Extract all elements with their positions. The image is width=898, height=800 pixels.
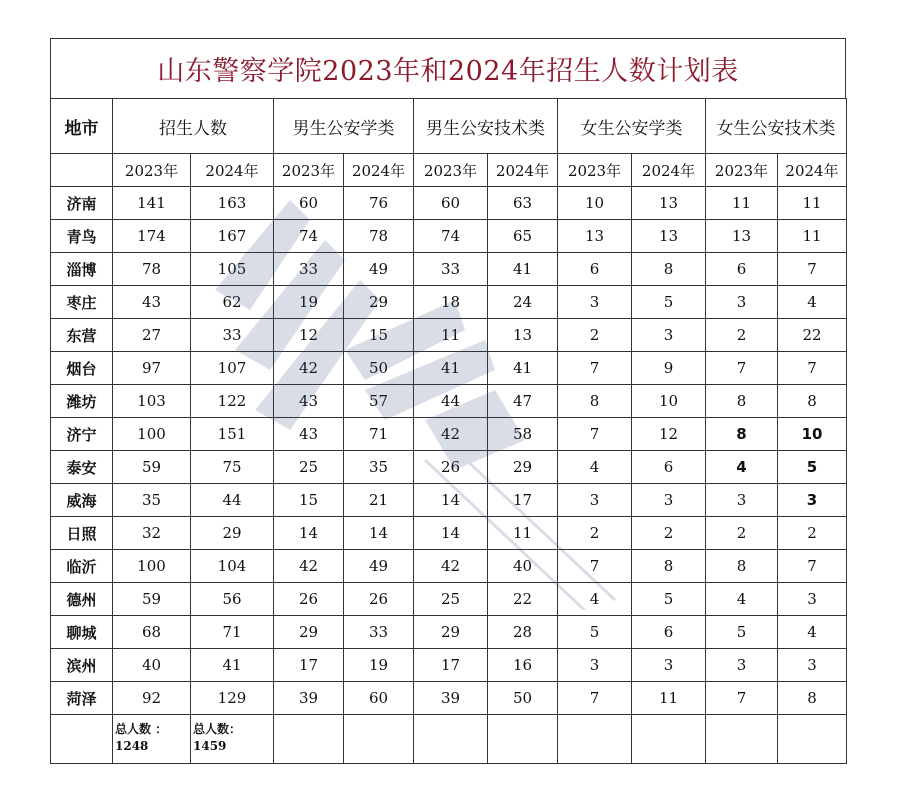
cell-male-tech-2024: 65 — [488, 220, 558, 253]
table-row — [51, 385, 847, 418]
cell-female-tech-2024: 3 — [778, 649, 847, 682]
cell-male-tech-2024: 24 — [488, 286, 558, 319]
city-cell: 泰安 — [51, 451, 113, 484]
group-header-female-police-tech: 女生公安技术类 — [706, 99, 847, 154]
total-2023-cell — [113, 715, 191, 764]
cell-male-tech-2024: 28 — [488, 616, 558, 649]
cell-total-2024: 33 — [191, 319, 274, 352]
cell-total-2023: 78 — [113, 253, 191, 286]
table-row — [51, 286, 847, 319]
city-cell: 淄博 — [51, 253, 113, 286]
cell-female-science-2024: 13 — [632, 187, 706, 220]
city-cell: 济南 — [51, 187, 113, 220]
cell-female-science-2023: 10 — [558, 187, 632, 220]
total-2024-label: 总人数： — [193, 722, 242, 736]
cell-female-tech-2023: 6 — [706, 253, 778, 286]
cell-total-2023: 27 — [113, 319, 191, 352]
city-cell: 临沂 — [51, 550, 113, 583]
year-header: 2023年 — [113, 154, 191, 187]
cell-male-science-2023: 74 — [274, 220, 344, 253]
cell-male-tech-2024: 41 — [488, 253, 558, 286]
year-header: 2024年 — [778, 154, 847, 187]
year-header: 2023年 — [558, 154, 632, 187]
table-row — [51, 616, 847, 649]
cell-total-2023: 100 — [113, 550, 191, 583]
cell-total-2024: 163 — [191, 187, 274, 220]
cell-male-science-2023: 14 — [274, 517, 344, 550]
cell-female-science-2024: 3 — [632, 484, 706, 517]
cell-female-tech-2024: 8 — [778, 682, 847, 715]
cell-total-2023: 97 — [113, 352, 191, 385]
enrollment-sheet — [50, 38, 846, 764]
totals-city-blank — [51, 715, 113, 764]
city-cell: 东营 — [51, 319, 113, 352]
totals-row — [51, 715, 847, 764]
cell-female-science-2024: 9 — [632, 352, 706, 385]
cell-female-tech-2024: 8 — [778, 385, 847, 418]
cell-male-tech-2024: 41 — [488, 352, 558, 385]
cell-female-tech-2023: 8 — [706, 385, 778, 418]
cell-male-tech-2023: 29 — [414, 616, 488, 649]
enrollment-table — [50, 98, 847, 764]
cell-male-science-2024: 15 — [344, 319, 414, 352]
cell-female-tech-2024: 11 — [778, 220, 847, 253]
cell-male-science-2024: 14 — [344, 517, 414, 550]
group-header-female-police-science: 女生公安学类 — [558, 99, 706, 154]
table-body — [51, 187, 847, 715]
cell-male-tech-2023: 26 — [414, 451, 488, 484]
cell-total-2024: 71 — [191, 616, 274, 649]
city-cell: 济宁 — [51, 418, 113, 451]
cell-female-tech-2023: 4 — [706, 583, 778, 616]
total-2023-label: 总人数 ： — [115, 722, 168, 736]
table-row — [51, 319, 847, 352]
cell-male-tech-2023: 14 — [414, 484, 488, 517]
cell-male-tech-2024: 47 — [488, 385, 558, 418]
cell-male-science-2024: 49 — [344, 253, 414, 286]
cell-total-2024: 44 — [191, 484, 274, 517]
cell-total-2023: 40 — [113, 649, 191, 682]
cell-total-2023: 141 — [113, 187, 191, 220]
cell-male-tech-2023: 11 — [414, 319, 488, 352]
city-header-blank — [51, 154, 113, 187]
table-row — [51, 649, 847, 682]
cell-male-tech-2024: 13 — [488, 319, 558, 352]
cell-female-science-2023: 7 — [558, 550, 632, 583]
cell-total-2023: 43 — [113, 286, 191, 319]
total-2023-value: 1248 — [115, 739, 149, 753]
cell-female-science-2023: 7 — [558, 418, 632, 451]
city-cell: 青鸟 — [51, 220, 113, 253]
cell-total-2024: 151 — [191, 418, 274, 451]
cell-female-tech-2024: 10 — [778, 418, 847, 451]
cell-total-2023: 32 — [113, 517, 191, 550]
cell-female-science-2024: 2 — [632, 517, 706, 550]
city-cell: 枣庄 — [51, 286, 113, 319]
cell-male-tech-2024: 50 — [488, 682, 558, 715]
cell-female-science-2023: 3 — [558, 649, 632, 682]
cell-female-tech-2023: 3 — [706, 484, 778, 517]
cell-female-science-2024: 8 — [632, 550, 706, 583]
cell-male-science-2024: 26 — [344, 583, 414, 616]
cell-male-science-2024: 60 — [344, 682, 414, 715]
cell-male-science-2023: 43 — [274, 418, 344, 451]
cell-female-science-2024: 8 — [632, 253, 706, 286]
cell-female-science-2024: 3 — [632, 319, 706, 352]
table-row — [51, 220, 847, 253]
table-row — [51, 517, 847, 550]
cell-male-science-2023: 33 — [274, 253, 344, 286]
city-cell: 日照 — [51, 517, 113, 550]
cell-female-science-2023: 6 — [558, 253, 632, 286]
cell-female-science-2023: 2 — [558, 319, 632, 352]
cell-male-tech-2023: 74 — [414, 220, 488, 253]
cell-male-science-2023: 12 — [274, 319, 344, 352]
cell-total-2023: 92 — [113, 682, 191, 715]
cell-male-science-2024: 33 — [344, 616, 414, 649]
cell-total-2023: 59 — [113, 451, 191, 484]
cell-total-2023: 174 — [113, 220, 191, 253]
cell-male-science-2024: 71 — [344, 418, 414, 451]
cell-female-science-2023: 8 — [558, 385, 632, 418]
city-cell: 德州 — [51, 583, 113, 616]
cell-male-science-2024: 19 — [344, 649, 414, 682]
cell-total-2024: 167 — [191, 220, 274, 253]
cell-female-tech-2023: 3 — [706, 649, 778, 682]
cell-male-science-2023: 25 — [274, 451, 344, 484]
cell-total-2023: 68 — [113, 616, 191, 649]
cell-female-tech-2024: 2 — [778, 517, 847, 550]
header-row-years — [51, 154, 847, 187]
cell-female-science-2023: 5 — [558, 616, 632, 649]
totals-blank-cell — [414, 715, 488, 764]
group-header-total: 招生人数 — [113, 99, 274, 154]
totals-blank-cell — [778, 715, 847, 764]
cell-male-science-2024: 21 — [344, 484, 414, 517]
cell-male-tech-2023: 60 — [414, 187, 488, 220]
group-header-male-police-tech: 男生公安技术类 — [414, 99, 558, 154]
cell-female-tech-2023: 8 — [706, 418, 778, 451]
cell-male-tech-2024: 29 — [488, 451, 558, 484]
cell-female-tech-2024: 11 — [778, 187, 847, 220]
totals-blank-cell — [488, 715, 558, 764]
cell-female-tech-2023: 3 — [706, 286, 778, 319]
cell-female-tech-2024: 5 — [778, 451, 847, 484]
cell-male-tech-2023: 17 — [414, 649, 488, 682]
city-cell: 潍坊 — [51, 385, 113, 418]
cell-female-science-2024: 6 — [632, 616, 706, 649]
total-2024-cell — [191, 715, 274, 764]
cell-total-2024: 107 — [191, 352, 274, 385]
cell-male-tech-2023: 33 — [414, 253, 488, 286]
cell-male-tech-2023: 41 — [414, 352, 488, 385]
cell-male-tech-2024: 63 — [488, 187, 558, 220]
cell-female-tech-2023: 4 — [706, 451, 778, 484]
cell-male-science-2024: 50 — [344, 352, 414, 385]
cell-female-tech-2024: 4 — [778, 616, 847, 649]
cell-total-2024: 56 — [191, 583, 274, 616]
cell-male-science-2024: 35 — [344, 451, 414, 484]
year-header: 2023年 — [274, 154, 344, 187]
cell-female-science-2023: 2 — [558, 517, 632, 550]
cell-male-science-2023: 43 — [274, 385, 344, 418]
cell-female-tech-2023: 2 — [706, 517, 778, 550]
cell-female-tech-2023: 13 — [706, 220, 778, 253]
city-cell: 菏泽 — [51, 682, 113, 715]
cell-male-tech-2023: 42 — [414, 550, 488, 583]
cell-total-2023: 35 — [113, 484, 191, 517]
cell-female-tech-2024: 22 — [778, 319, 847, 352]
cell-female-tech-2024: 3 — [778, 583, 847, 616]
cell-female-tech-2023: 2 — [706, 319, 778, 352]
cell-total-2024: 29 — [191, 517, 274, 550]
cell-female-tech-2023: 7 — [706, 682, 778, 715]
table-row — [51, 550, 847, 583]
cell-male-tech-2024: 22 — [488, 583, 558, 616]
cell-male-science-2024: 57 — [344, 385, 414, 418]
table-row — [51, 352, 847, 385]
cell-female-science-2024: 5 — [632, 286, 706, 319]
cell-female-tech-2024: 4 — [778, 286, 847, 319]
cell-female-science-2024: 6 — [632, 451, 706, 484]
cell-female-tech-2024: 7 — [778, 550, 847, 583]
table-row — [51, 451, 847, 484]
table-row — [51, 253, 847, 286]
cell-male-science-2023: 60 — [274, 187, 344, 220]
cell-female-science-2024: 11 — [632, 682, 706, 715]
cell-female-tech-2024: 7 — [778, 253, 847, 286]
cell-female-science-2023: 7 — [558, 682, 632, 715]
cell-male-science-2024: 29 — [344, 286, 414, 319]
year-header: 2023年 — [706, 154, 778, 187]
cell-male-science-2023: 39 — [274, 682, 344, 715]
cell-female-science-2023: 7 — [558, 352, 632, 385]
cell-male-tech-2023: 25 — [414, 583, 488, 616]
cell-female-science-2024: 10 — [632, 385, 706, 418]
cell-total-2023: 100 — [113, 418, 191, 451]
cell-male-science-2024: 78 — [344, 220, 414, 253]
cell-female-science-2023: 3 — [558, 286, 632, 319]
cell-total-2024: 105 — [191, 253, 274, 286]
cell-total-2024: 104 — [191, 550, 274, 583]
table-row — [51, 583, 847, 616]
cell-female-tech-2023: 5 — [706, 616, 778, 649]
cell-male-science-2024: 76 — [344, 187, 414, 220]
cell-female-science-2023: 4 — [558, 451, 632, 484]
totals-blank-cell — [344, 715, 414, 764]
cell-female-tech-2023: 11 — [706, 187, 778, 220]
totals-blank-cell — [274, 715, 344, 764]
cell-female-science-2024: 5 — [632, 583, 706, 616]
cell-total-2023: 103 — [113, 385, 191, 418]
year-header: 2024年 — [488, 154, 558, 187]
year-header: 2023年 — [414, 154, 488, 187]
cell-female-science-2023: 4 — [558, 583, 632, 616]
cell-male-science-2023: 42 — [274, 550, 344, 583]
cell-male-science-2023: 17 — [274, 649, 344, 682]
table-row — [51, 187, 847, 220]
totals-blank-cell — [558, 715, 632, 764]
city-cell: 威海 — [51, 484, 113, 517]
cell-total-2024: 122 — [191, 385, 274, 418]
cell-male-tech-2024: 11 — [488, 517, 558, 550]
city-cell: 烟台 — [51, 352, 113, 385]
cell-male-science-2023: 42 — [274, 352, 344, 385]
table-title: 山东警察学院2023年和2024年招生人数计划表 — [50, 38, 846, 98]
table-row — [51, 418, 847, 451]
cell-male-tech-2024: 58 — [488, 418, 558, 451]
city-cell: 滨州 — [51, 649, 113, 682]
cell-female-science-2023: 3 — [558, 484, 632, 517]
cell-male-tech-2023: 44 — [414, 385, 488, 418]
total-2024-value: 1459 — [193, 739, 227, 753]
cell-female-tech-2024: 7 — [778, 352, 847, 385]
cell-male-tech-2024: 17 — [488, 484, 558, 517]
cell-male-tech-2024: 16 — [488, 649, 558, 682]
cell-total-2023: 59 — [113, 583, 191, 616]
totals-blank-cell — [632, 715, 706, 764]
cell-male-tech-2024: 40 — [488, 550, 558, 583]
cell-total-2024: 41 — [191, 649, 274, 682]
cell-male-tech-2023: 14 — [414, 517, 488, 550]
table-row — [51, 682, 847, 715]
city-header: 地市 — [51, 99, 113, 154]
cell-female-science-2024: 13 — [632, 220, 706, 253]
cell-male-science-2024: 49 — [344, 550, 414, 583]
cell-male-tech-2023: 42 — [414, 418, 488, 451]
cell-male-science-2023: 26 — [274, 583, 344, 616]
cell-female-tech-2024: 3 — [778, 484, 847, 517]
totals-blank-cell — [706, 715, 778, 764]
table-row — [51, 484, 847, 517]
header-row-groups — [51, 99, 847, 154]
cell-male-science-2023: 15 — [274, 484, 344, 517]
cell-male-tech-2023: 18 — [414, 286, 488, 319]
cell-total-2024: 129 — [191, 682, 274, 715]
cell-male-science-2023: 29 — [274, 616, 344, 649]
cell-female-science-2024: 12 — [632, 418, 706, 451]
year-header: 2024年 — [344, 154, 414, 187]
cell-female-science-2023: 13 — [558, 220, 632, 253]
cell-male-science-2023: 19 — [274, 286, 344, 319]
city-cell: 聊城 — [51, 616, 113, 649]
cell-female-tech-2023: 8 — [706, 550, 778, 583]
cell-female-tech-2023: 7 — [706, 352, 778, 385]
cell-total-2024: 62 — [191, 286, 274, 319]
cell-male-tech-2023: 39 — [414, 682, 488, 715]
cell-total-2024: 75 — [191, 451, 274, 484]
cell-female-science-2024: 3 — [632, 649, 706, 682]
year-header: 2024年 — [632, 154, 706, 187]
year-header: 2024年 — [191, 154, 274, 187]
group-header-male-police-science: 男生公安学类 — [274, 99, 414, 154]
